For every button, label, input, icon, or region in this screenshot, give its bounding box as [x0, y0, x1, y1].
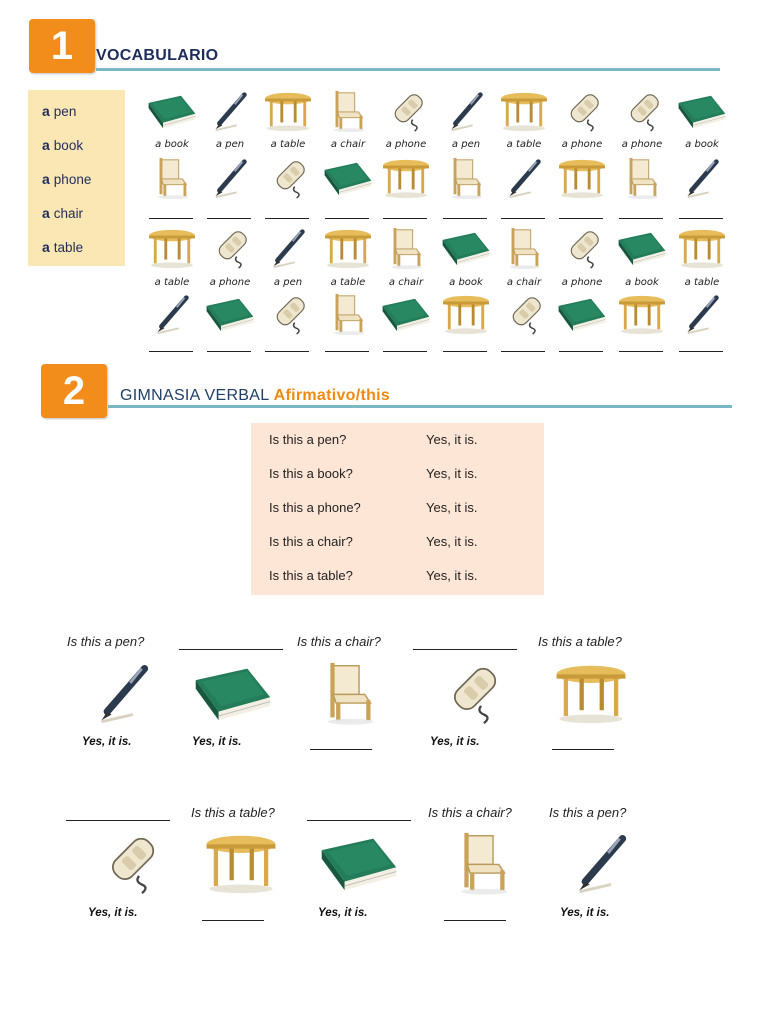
pen-icon	[80, 660, 166, 726]
answer-blank[interactable]	[149, 350, 193, 352]
answer-blank[interactable]	[207, 217, 251, 219]
book-icon	[615, 226, 669, 270]
answer-blank[interactable]	[679, 217, 723, 219]
answer-blank[interactable]	[383, 350, 427, 352]
answer-blank[interactable]	[679, 350, 723, 352]
book-icon	[190, 660, 276, 726]
exercise-question: Is this a pen?	[549, 805, 627, 820]
chair-icon	[321, 89, 375, 133]
phone-icon	[261, 292, 315, 336]
vocab-caption: a phone	[209, 277, 251, 288]
model-question: Is this a phone?	[269, 500, 361, 515]
phone-icon	[203, 226, 257, 270]
pen-icon	[497, 156, 551, 200]
phone-icon	[497, 292, 551, 336]
model-question: Is this a table?	[269, 568, 353, 583]
answer-blank[interactable]	[501, 217, 545, 219]
pen-icon	[145, 292, 199, 336]
pen-icon	[675, 292, 729, 336]
vocab-caption: a phone	[385, 139, 427, 150]
exercise-answer: Yes, it is.	[82, 736, 132, 748]
chair-icon	[145, 156, 199, 200]
phone-icon	[555, 226, 609, 270]
vocab-caption: a table	[154, 277, 190, 288]
book-icon	[379, 292, 433, 336]
answer-blank[interactable]	[265, 350, 309, 352]
model-answer: Yes, it is.	[426, 466, 478, 481]
table-icon	[615, 292, 669, 336]
pen-icon	[675, 156, 729, 200]
word-list	[28, 90, 125, 266]
exercise-answer: Yes, it is.	[318, 907, 368, 919]
table-icon	[198, 830, 284, 896]
chair-icon	[306, 660, 392, 726]
book-icon	[316, 830, 402, 896]
answer-blank[interactable]	[149, 217, 193, 219]
section-2-title: GIMNASIA VERBAL Afirmativo/this	[120, 387, 391, 404]
section-2-number: 2	[41, 364, 107, 418]
vocab-caption: a book	[625, 277, 659, 288]
model-answer: Yes, it is.	[426, 432, 478, 447]
model-answer: Yes, it is.	[426, 534, 478, 549]
answer-blank[interactable]	[443, 350, 487, 352]
model-dialogue-box	[251, 423, 544, 595]
question-blank[interactable]	[66, 819, 170, 821]
vocab-caption: a pen	[273, 277, 303, 288]
book-icon	[675, 89, 729, 133]
exercise-question: Is this a chair?	[428, 805, 512, 820]
vocab-caption: a book	[449, 277, 483, 288]
exercise-question: Is this a chair?	[297, 634, 381, 649]
vocab-caption: a phone	[621, 139, 663, 150]
vocab-caption: a chair	[506, 277, 542, 288]
pen-icon	[439, 89, 493, 133]
model-answer: Yes, it is.	[426, 500, 478, 515]
chair-icon	[321, 292, 375, 336]
table-icon	[497, 89, 551, 133]
answer-blank[interactable]	[444, 919, 506, 921]
section-1-title: VOCABULARIO	[96, 47, 219, 64]
chair-icon	[379, 226, 433, 270]
section-1-number: 1	[29, 19, 95, 73]
table-icon	[675, 226, 729, 270]
question-blank[interactable]	[179, 648, 283, 650]
vocab-caption: a phone	[561, 139, 603, 150]
phone-icon	[379, 89, 433, 133]
question-blank[interactable]	[307, 819, 411, 821]
question-blank[interactable]	[413, 648, 517, 650]
exercise-answer: Yes, it is.	[88, 907, 138, 919]
pen-icon	[261, 226, 315, 270]
table-icon	[261, 89, 315, 133]
vocab-caption: a table	[684, 277, 720, 288]
answer-blank[interactable]	[552, 748, 614, 750]
word-list-item: a chair	[42, 205, 84, 221]
vocab-caption: a table	[270, 139, 306, 150]
answer-blank[interactable]	[325, 350, 369, 352]
chair-icon	[497, 226, 551, 270]
answer-blank[interactable]	[383, 217, 427, 219]
answer-blank[interactable]	[310, 748, 372, 750]
exercise-answer: Yes, it is.	[192, 736, 242, 748]
word-list-item: a book	[42, 137, 84, 153]
table-icon	[439, 292, 493, 336]
chair-icon	[439, 156, 493, 200]
vocab-caption: a chair	[388, 277, 424, 288]
word-list-item: a phone	[42, 171, 92, 187]
vocab-caption: a table	[330, 277, 366, 288]
chair-icon	[440, 830, 526, 896]
answer-blank[interactable]	[265, 217, 309, 219]
answer-blank[interactable]	[325, 217, 369, 219]
table-icon	[555, 156, 609, 200]
answer-blank[interactable]	[202, 919, 264, 921]
book-icon	[145, 89, 199, 133]
phone-icon	[261, 156, 315, 200]
model-answer: Yes, it is.	[426, 568, 478, 583]
pen-icon	[203, 89, 257, 133]
book-icon	[321, 156, 375, 200]
model-question: Is this a book?	[269, 466, 353, 481]
vocab-caption: a chair	[330, 139, 366, 150]
vocab-caption: a book	[685, 139, 719, 150]
chair-icon	[615, 156, 669, 200]
book-icon	[555, 292, 609, 336]
answer-blank[interactable]	[619, 350, 663, 352]
model-question: Is this a chair?	[269, 534, 353, 549]
phone-icon	[428, 660, 514, 726]
vocab-caption: a pen	[451, 139, 481, 150]
vocab-caption: a pen	[215, 139, 245, 150]
pen-icon	[203, 156, 257, 200]
word-list-item: a pen	[42, 103, 77, 119]
book-icon	[203, 292, 257, 336]
phone-icon	[86, 830, 172, 896]
book-icon	[439, 226, 493, 270]
exercise-question: Is this a table?	[538, 634, 622, 649]
answer-blank[interactable]	[619, 217, 663, 219]
table-icon	[321, 226, 375, 270]
vocab-caption: a phone	[561, 277, 603, 288]
phone-icon	[615, 89, 669, 133]
exercise-question: Is this a pen?	[67, 634, 145, 649]
table-icon	[548, 660, 634, 726]
vocab-caption: a book	[155, 139, 189, 150]
word-list-item: a table	[42, 239, 84, 255]
section-2-rule	[108, 405, 732, 408]
vocab-caption: a table	[506, 139, 542, 150]
exercise-answer: Yes, it is.	[430, 736, 480, 748]
answer-blank[interactable]	[501, 350, 545, 352]
exercise-answer: Yes, it is.	[560, 907, 610, 919]
model-question: Is this a pen?	[269, 432, 347, 447]
answer-blank[interactable]	[559, 217, 603, 219]
answer-blank[interactable]	[207, 350, 251, 352]
exercise-question: Is this a table?	[191, 805, 275, 820]
table-icon	[379, 156, 433, 200]
phone-icon	[555, 89, 609, 133]
answer-blank[interactable]	[443, 217, 487, 219]
answer-blank[interactable]	[559, 350, 603, 352]
table-icon	[145, 226, 199, 270]
section-1-rule	[96, 68, 720, 71]
pen-icon	[558, 830, 644, 896]
